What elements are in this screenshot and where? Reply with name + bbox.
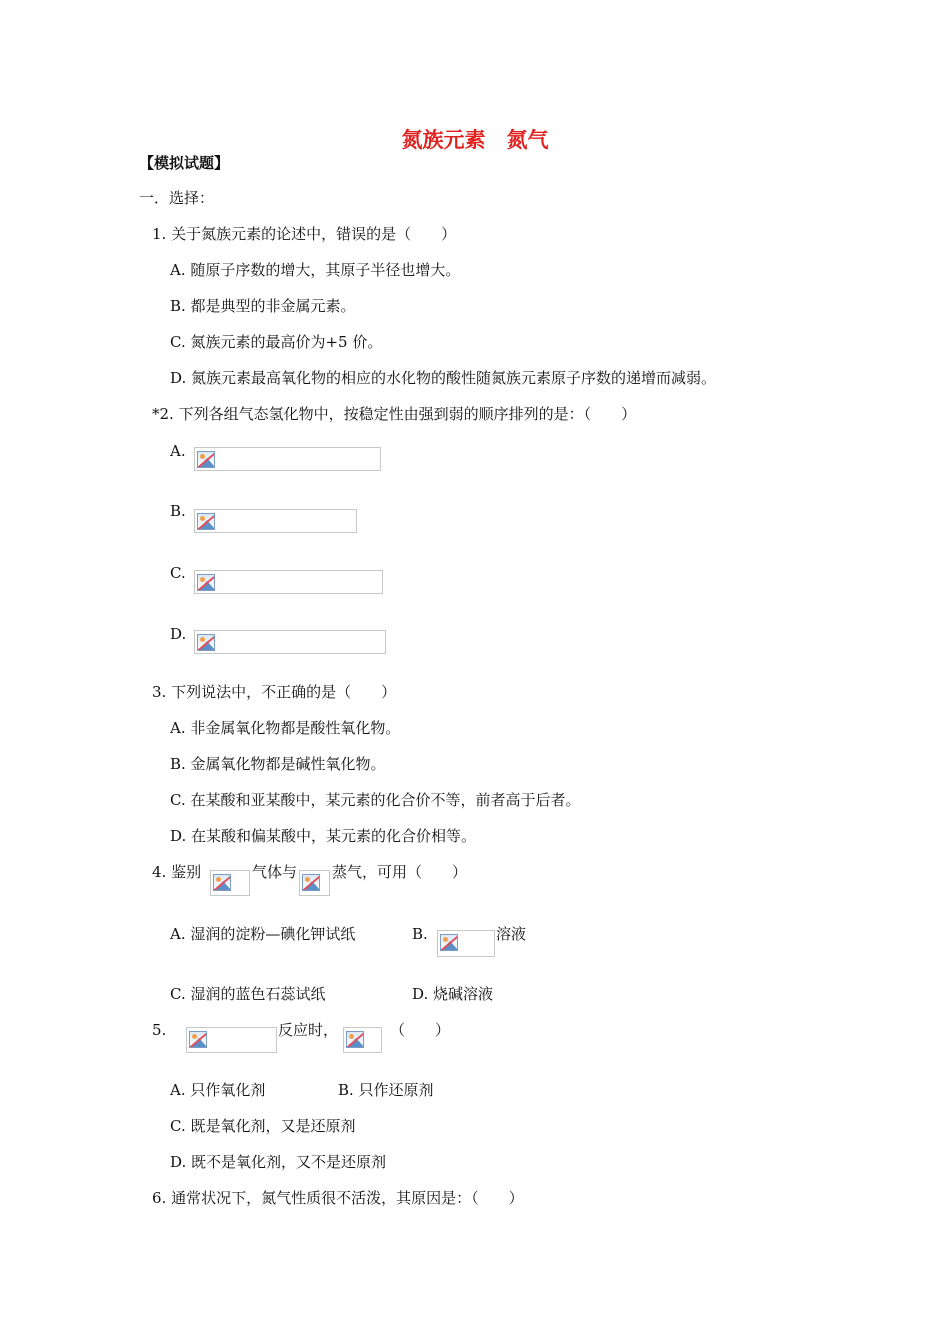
question-3-stem: 3. 下列说法中，不正确的是（ ） — [152, 683, 397, 701]
broken-image-icon — [440, 934, 458, 951]
broken-image-icon — [189, 1031, 207, 1048]
question-1-stem: 1. 关于氮族元素的论述中，错误的是（ ） — [152, 225, 457, 243]
page-title: 氮族元素 氮气 — [401, 128, 549, 152]
formula-image-q5-reaction — [186, 1027, 277, 1053]
question-1-option-a: A. 随原子序数的增大，其原子半径也增大。 — [170, 261, 461, 279]
question-4-stem-part1: 4. 鉴别 — [152, 863, 202, 881]
formula-image-q5-species — [343, 1027, 382, 1053]
question-3-option-a: A. 非金属氧化物都是酸性氧化物。 — [170, 719, 401, 737]
question-3-option-c: C. 在某酸和亚某酸中，某元素的化合价不等，前者高于后者。 — [170, 791, 581, 809]
question-5-stem-part1: 5. — [152, 1021, 167, 1039]
question-5-stem-part3: （ ） — [390, 1021, 451, 1039]
question-6-stem: 6. 通常状况下，氮气性质很不活泼，其原因是：（ ） — [152, 1189, 524, 1207]
question-1-option-c: C. 氮族元素的最高价为+5 价。 — [170, 333, 383, 351]
formula-image-q2a — [194, 447, 381, 471]
question-2-option-b: B. — [170, 502, 186, 520]
broken-image-icon — [346, 1031, 364, 1048]
broken-image-icon — [302, 874, 320, 891]
question-4-option-a: A. 湿润的淀粉—碘化钾试纸 — [170, 925, 356, 943]
formula-image-q4-gas — [210, 870, 250, 896]
formula-image-q2d — [194, 630, 386, 654]
question-4-option-b-suffix: 溶液 — [496, 925, 527, 943]
broken-image-icon — [197, 574, 215, 591]
question-5-option-d: D. 既不是氧化剂，又不是还原剂 — [170, 1153, 387, 1171]
question-2-option-a: A. — [170, 442, 186, 460]
broken-image-icon — [197, 634, 215, 651]
question-4-stem-part3: 蒸气，可用（ ） — [332, 863, 468, 881]
question-3-option-b: B. 金属氧化物都是碱性氧化物。 — [170, 755, 386, 773]
question-5-option-a: A. 只作氧化剂 — [170, 1081, 266, 1099]
question-2-stem: *2. 下列各组气态氢化物中，按稳定性由强到弱的顺序排列的是：（ ） — [152, 405, 637, 423]
broken-image-icon — [197, 451, 215, 468]
question-4-option-d: D. 烧碱溶液 — [412, 985, 494, 1003]
question-4-stem-part2: 气体与 — [252, 863, 298, 881]
question-1-option-b: B. 都是典型的非金属元素。 — [170, 297, 356, 315]
question-2-option-c: C. — [170, 564, 186, 582]
formula-image-q2b — [194, 509, 357, 533]
question-5-option-c: C. 既是氧化剂，又是还原剂 — [170, 1117, 356, 1135]
formula-image-q4-vapor — [299, 870, 330, 896]
question-5-stem-part2: 反应时， — [278, 1021, 339, 1039]
broken-image-icon — [197, 513, 215, 530]
section-label: 【模拟试题】 — [139, 154, 230, 172]
part-heading: 一．选择： — [139, 189, 215, 207]
question-2-option-d: D. — [170, 625, 187, 643]
question-4-option-c: C. 湿润的蓝色石蕊试纸 — [170, 985, 326, 1003]
question-5-option-b: B. 只作还原剂 — [338, 1081, 434, 1099]
broken-image-icon — [213, 874, 231, 891]
question-3-option-d: D. 在某酸和偏某酸中，某元素的化合价相等。 — [170, 827, 477, 845]
formula-image-q4b — [437, 930, 495, 957]
question-1-option-d: D. 氮族元素最高氧化物的相应的水化物的酸性随氮族元素原子序数的递增而减弱。 — [170, 369, 717, 387]
question-4-option-b: B. — [412, 925, 428, 943]
formula-image-q2c — [194, 570, 383, 594]
